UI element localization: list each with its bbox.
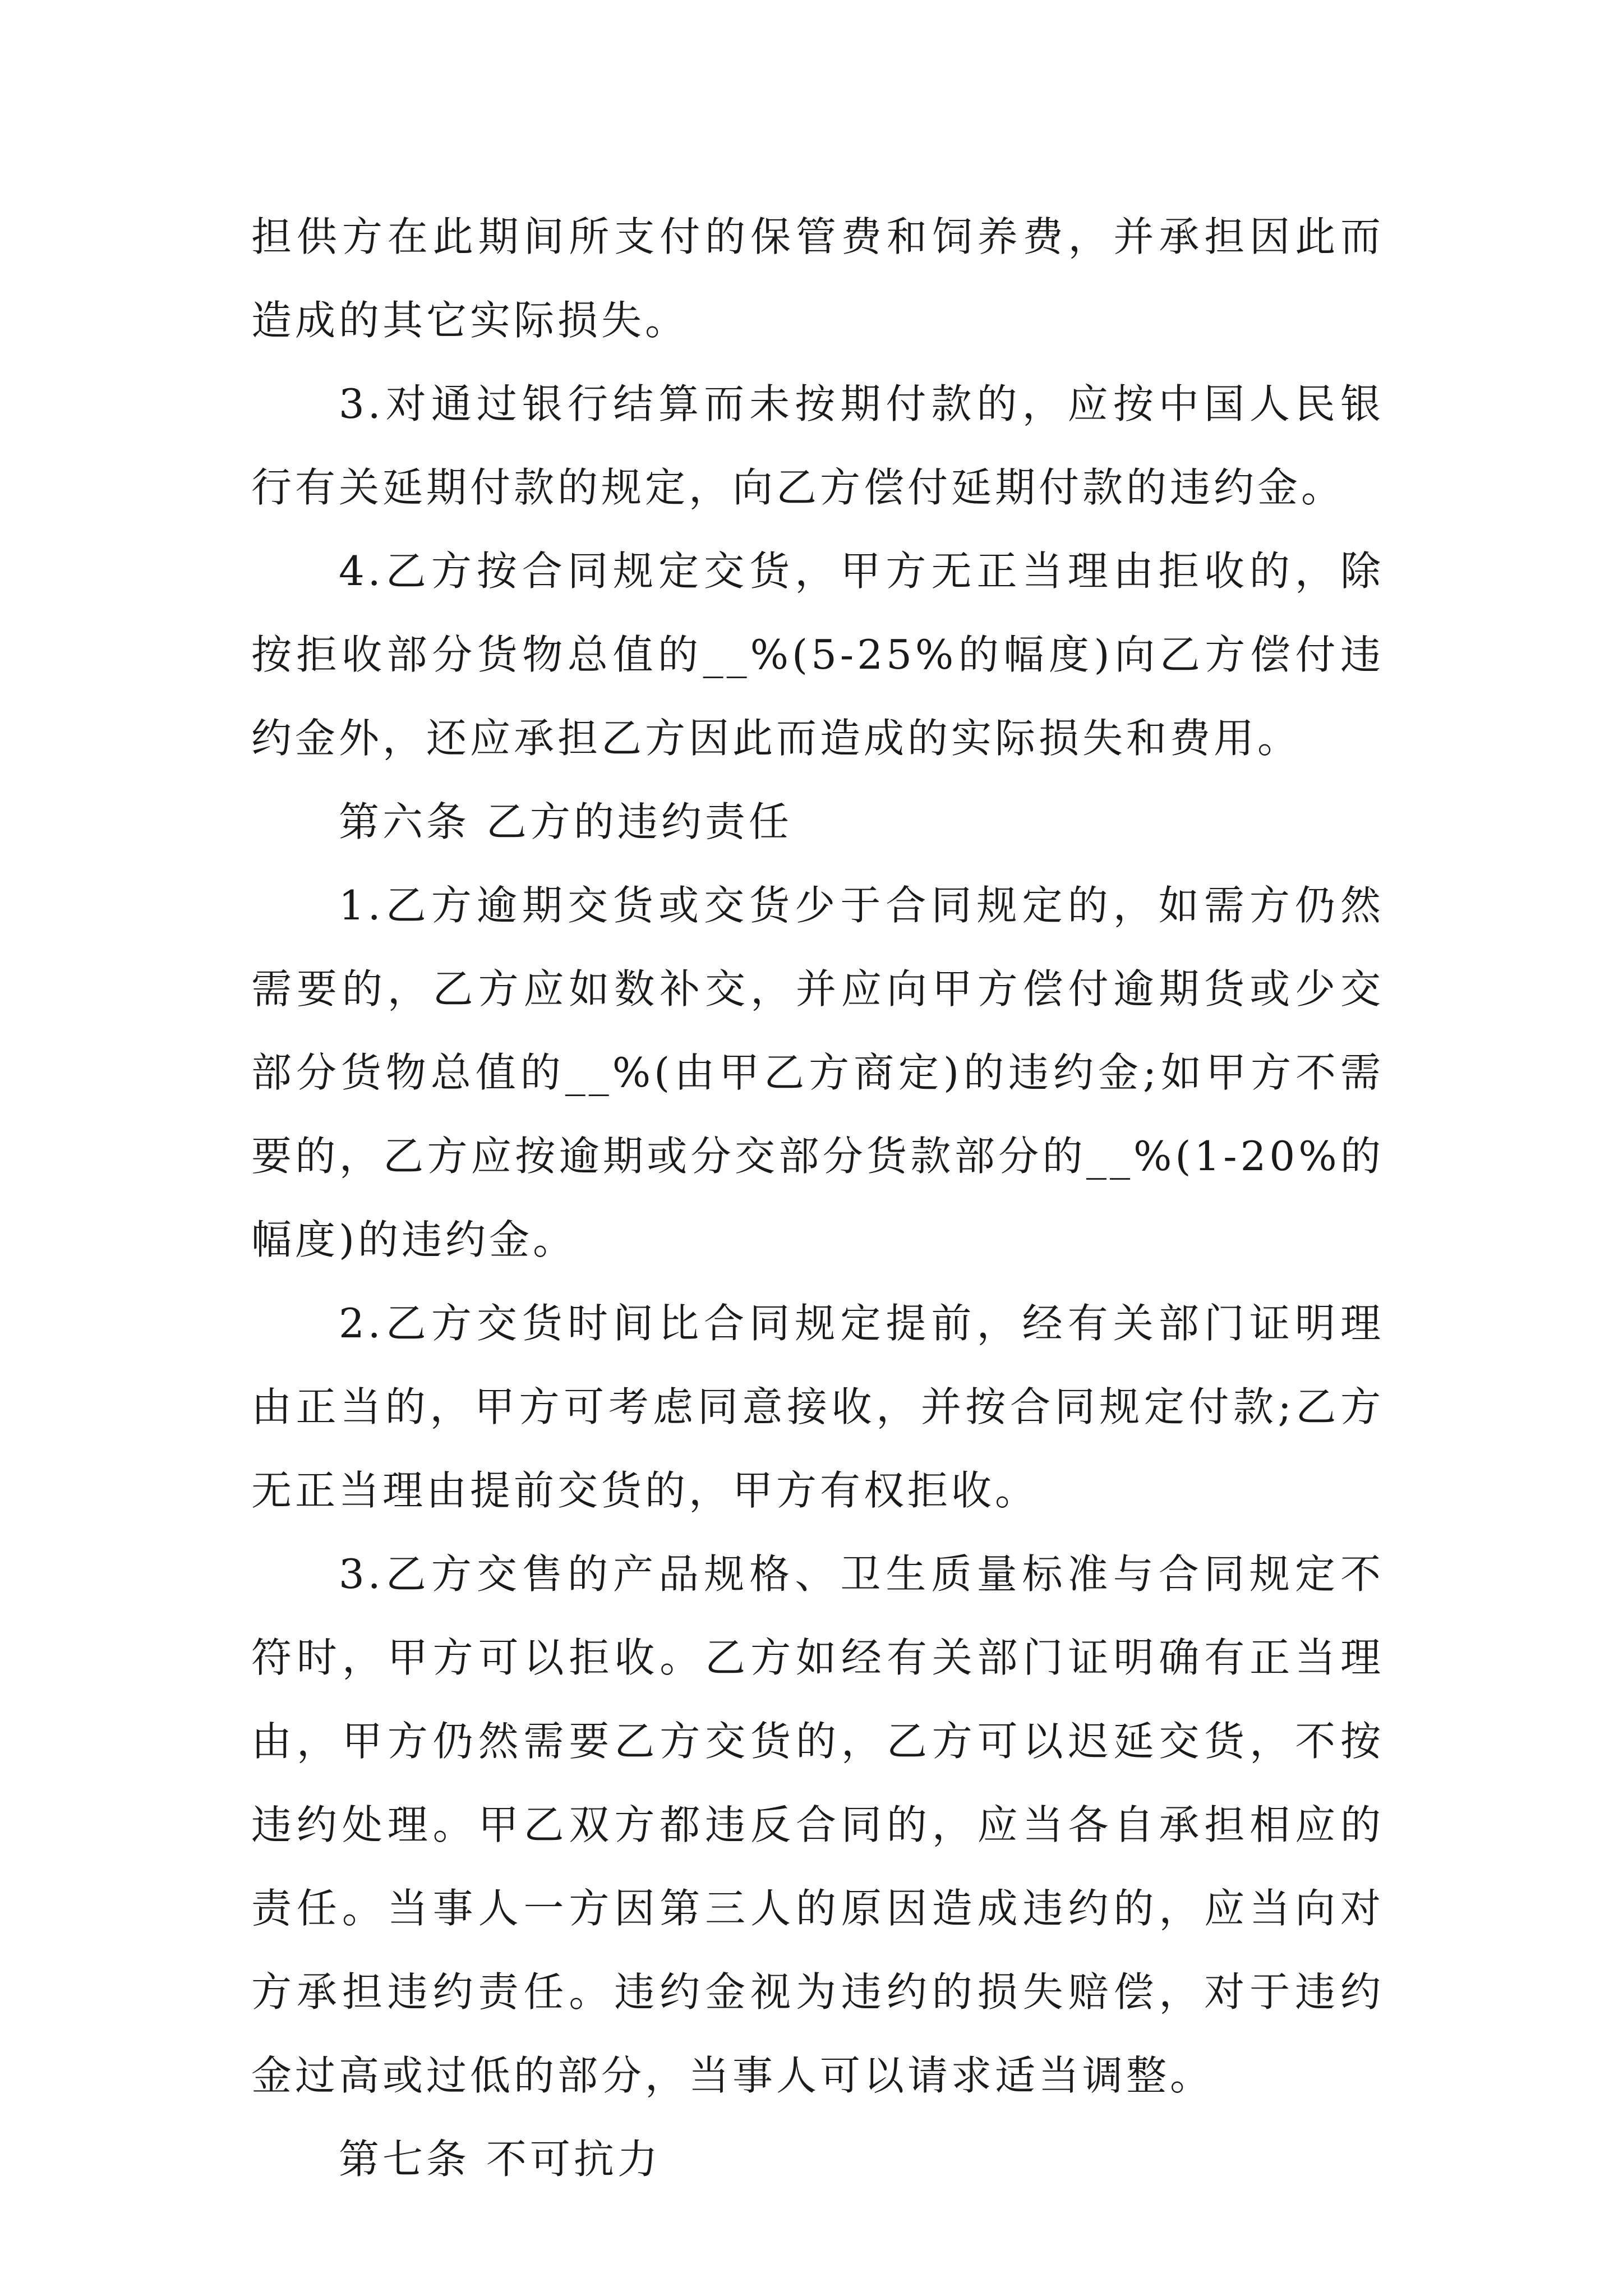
paragraph-continuation: 担供方在此期间所支付的保管费和饲养费，并承担因此而造成的其它实际损失。: [251, 213, 1384, 344]
section-heading-article-7: 第七条 不可抗力: [339, 2136, 661, 2183]
paragraph-item-2-early-delivery: 2.乙方交货时间比合同规定提前，经有关部门证明理由正当的，甲方可考虑同意接收，并按合同规定付款;乙方无正当理由提前交货的，甲方有权拒收。: [251, 1300, 1384, 1514]
document-body: [251, 195, 1384, 2201]
paragraph-item-1-late-delivery: 1.乙方逾期交货或交货少于合同规定的，如需方仍然需要的，乙方应如数补交，并应向甲方偿付逾期货或少交部分货物总值的__%(由甲乙方商定)的违约金;如甲方不需要的，乙方应按逾期或分交部分货款部分的__%(1-20%的幅度)的违约金。: [251, 882, 1384, 1263]
section-heading-article-6: 第六条 乙方的违约责任: [339, 798, 792, 845]
paragraph-item-4-rejection: 4.乙方按合同规定交货，甲方无正当理由拒收的，除按拒收部分货物总值的__%(5-25%的幅度)向乙方偿付违约金外，还应承担乙方因此而造成的实际损失和费用。: [251, 547, 1384, 762]
paragraph-item-3-bank-settlement: 3.对通过银行结算而未按期付款的，应按中国人民银行有关延期付款的规定，向乙方偿付延期付款的违约金。: [251, 380, 1384, 511]
paragraph-item-3-quality-mismatch: 3.乙方交售的产品规格、卫生质量标准与合同规定不符时，甲方可以拒收。乙方如经有关部门证明确有正当理由，甲方仍然需要乙方交货的，乙方可以迟延交货，不按违约处理。甲乙双方都违反合同的，应当各自承担相应的责任。当事人一方因第三人的原因造成违约的，应当向对方承担违约责任。违约金视为违约的损失赔偿，对于违约金过高或过低的部分，当事人可以请求适当调整。: [251, 1550, 1384, 2099]
